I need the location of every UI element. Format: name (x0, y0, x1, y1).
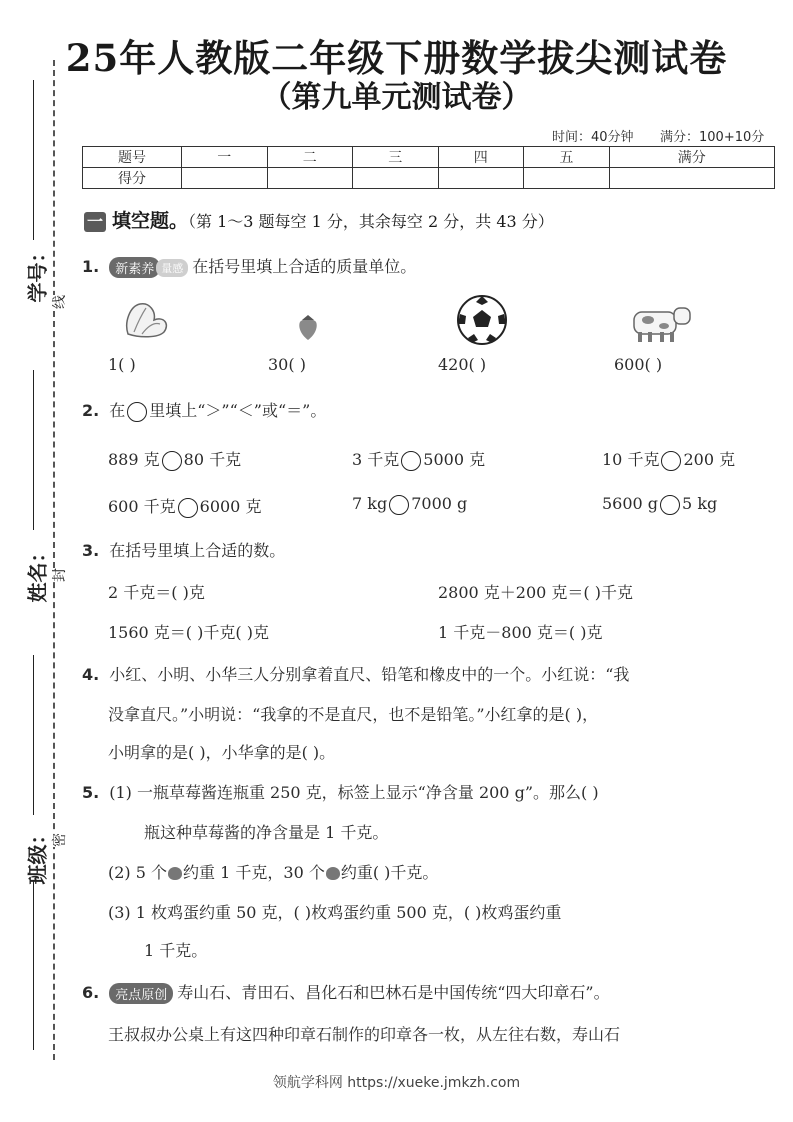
score-cell[interactable] (438, 168, 524, 189)
question-6 (82, 980, 610, 1004)
footer-source: 领航学科网 https://xueke.jmkzh.com (272, 1075, 521, 1091)
q3-blank-2[interactable]: 2800 克＋200 克＝( )千克 (438, 583, 634, 602)
q5-part-2-text-b: 约重 1 千克，30 个 (183, 863, 325, 882)
section-note: （第 1～3 题每空 1 分，其余每空 2 分，共 43 分） (188, 212, 554, 231)
answer-circle[interactable] (389, 495, 409, 515)
question-number: 3. (82, 541, 100, 560)
question-5 (82, 780, 599, 803)
section-1-heading (84, 206, 554, 233)
q2-compare-1 (108, 447, 241, 471)
q5-part-2-text-a: (2) 5 个 (108, 863, 168, 882)
left-value: 5600 g (602, 494, 659, 513)
score-header-cell: 五 (524, 147, 610, 168)
answer-circle[interactable] (661, 451, 681, 471)
q4-line-2[interactable]: 没拿直尺。”小明说：“我拿的不是直尺，也不是铅笔。”小红拿的是( )， (108, 705, 599, 724)
exam-time: 时间：40分钟 (552, 130, 634, 145)
question-number: 2. (82, 401, 100, 420)
q2-compare-3 (602, 447, 735, 471)
score-header-cell: 满分 (609, 147, 774, 168)
question-number: 5. (82, 783, 100, 802)
q5-part-1-line-1[interactable]: (1) 一瓶草莓酱连瓶重 250 克，标签上显示“净含量 200 g”。那么( ) (109, 783, 599, 802)
answer-circle[interactable] (401, 451, 421, 471)
right-value: 5000 克 (423, 450, 486, 469)
score-table-score-row (83, 168, 775, 189)
answer-circle[interactable] (660, 495, 680, 515)
class-underline-lower (33, 880, 34, 1050)
score-row-label: 得分 (83, 168, 182, 189)
score-cell[interactable] (524, 168, 610, 189)
score-cell[interactable] (182, 168, 268, 189)
q1-blank-2[interactable]: 30( ) (268, 355, 306, 374)
student-id-label: 学号： (25, 242, 50, 303)
score-header-cell: 二 (267, 147, 353, 168)
q1-blank-1[interactable]: 1( ) (108, 355, 136, 374)
page-subtitle: （第九单元测试卷） (261, 80, 532, 115)
score-table (82, 146, 775, 189)
left-value: 3 千克 (352, 450, 400, 469)
question-number: 6. (82, 983, 100, 1002)
answer-circle[interactable] (162, 451, 182, 471)
q1-blank-3[interactable]: 420( ) (438, 355, 487, 374)
question-number: 1. (82, 257, 100, 276)
original-highlight-tag: 亮点原创 (109, 983, 173, 1004)
class-underline (33, 655, 34, 815)
q5-part-3-line-1[interactable]: (3) 1 枚鸡蛋约重 50 克，( )枚鸡蛋约重 500 克，( )枚鸡蛋约重 (108, 903, 562, 922)
quantity-sense-tag: 量感 (156, 259, 188, 277)
q4-line-3[interactable]: 小明拿的是( )，小华拿的是( )。 (108, 743, 336, 762)
question-4 (82, 662, 629, 685)
left-value: 889 克 (108, 450, 160, 469)
apple-icon (168, 867, 182, 880)
score-header-cell: 题号 (83, 147, 182, 168)
right-value: 6000 克 (199, 497, 262, 516)
question-line-1: 寿山石、青田石、昌化石和巴林石是中国传统“四大印章石”。 (177, 983, 610, 1002)
compare-circle-icon (127, 402, 147, 422)
cabbage-icon (120, 298, 172, 340)
left-value: 10 千克 (602, 450, 660, 469)
binding-dashed-line (53, 60, 55, 1060)
q3-blank-1[interactable]: 2 千克＝( )克 (108, 583, 205, 602)
question-1 (82, 254, 416, 278)
q2-compare-6 (602, 494, 717, 515)
cut-mark-xian: 线 (49, 295, 69, 309)
score-header-cell: 一 (182, 147, 268, 168)
score-table-header-row (83, 147, 775, 168)
question-text: 在括号里填上合适的质量单位。 (192, 257, 417, 276)
left-value: 600 千克 (108, 497, 176, 516)
cut-mark-mi: 密 (49, 833, 69, 847)
question-3 (82, 538, 285, 561)
score-cell[interactable] (353, 168, 439, 189)
apple-icon (326, 867, 340, 880)
cut-mark-feng: 封 (49, 568, 69, 582)
question-line-1: 小红、小明、小华三人分别拿着直尺、铅笔和橡皮中的一个。小红说：“我 (109, 665, 630, 684)
q2-compare-5 (352, 494, 467, 515)
q5-part-2-text-c[interactable]: 约重( )千克。 (340, 863, 439, 882)
exam-total-score: 满分：100+10分 (660, 130, 765, 145)
q6-line-2: 王叔叔办公桌上有这四种印章石制作的印章各一枚，从左往右数，寿山石 (108, 1025, 621, 1044)
q5-part-1-line-2: 瓶这种草莓酱的净含量是 1 千克。 (144, 823, 389, 842)
right-value: 7000 g (411, 494, 468, 513)
left-value: 7 kg (352, 494, 388, 513)
score-cell[interactable] (267, 168, 353, 189)
right-value: 200 克 (683, 450, 736, 469)
name-underline (33, 370, 34, 530)
cow-icon (630, 302, 694, 346)
strawberry-icon (296, 312, 320, 342)
question-text-a: 在 (109, 401, 126, 420)
q1-blank-4[interactable]: 600( ) (614, 355, 663, 374)
section-title: 填空题。 (112, 210, 189, 232)
class-label: 班级： (25, 824, 50, 885)
section-number-badge: 一 (84, 212, 106, 232)
name-label: 姓名： (25, 542, 50, 603)
new-literacy-tag: 新素养 (109, 257, 160, 278)
question-number: 4. (82, 665, 100, 684)
question-text: 在括号里填上合适的数。 (109, 541, 286, 560)
score-header-cell: 三 (353, 147, 439, 168)
q2-compare-2 (352, 447, 485, 471)
q5-part-3-line-2: 1 千克。 (144, 941, 208, 960)
right-value: 5 kg (682, 494, 718, 513)
question-2 (82, 398, 326, 422)
right-value: 80 千克 (183, 450, 242, 469)
page-title: 25年人教版二年级下册数学拔尖测试卷 (65, 36, 728, 80)
question-text-b: 里填上“＞”“＜”或“＝”。 (149, 401, 327, 420)
score-header-cell: 四 (438, 147, 524, 168)
q5-part-2 (108, 860, 438, 883)
q2-compare-4 (108, 494, 261, 518)
score-cell[interactable] (609, 168, 774, 189)
q3-blank-4[interactable]: 1 千克－800 克＝( )克 (438, 623, 603, 642)
q3-blank-3[interactable]: 1560 克＝( )千克( )克 (108, 623, 269, 642)
soccer-ball-icon (456, 294, 508, 346)
answer-circle[interactable] (178, 498, 198, 518)
